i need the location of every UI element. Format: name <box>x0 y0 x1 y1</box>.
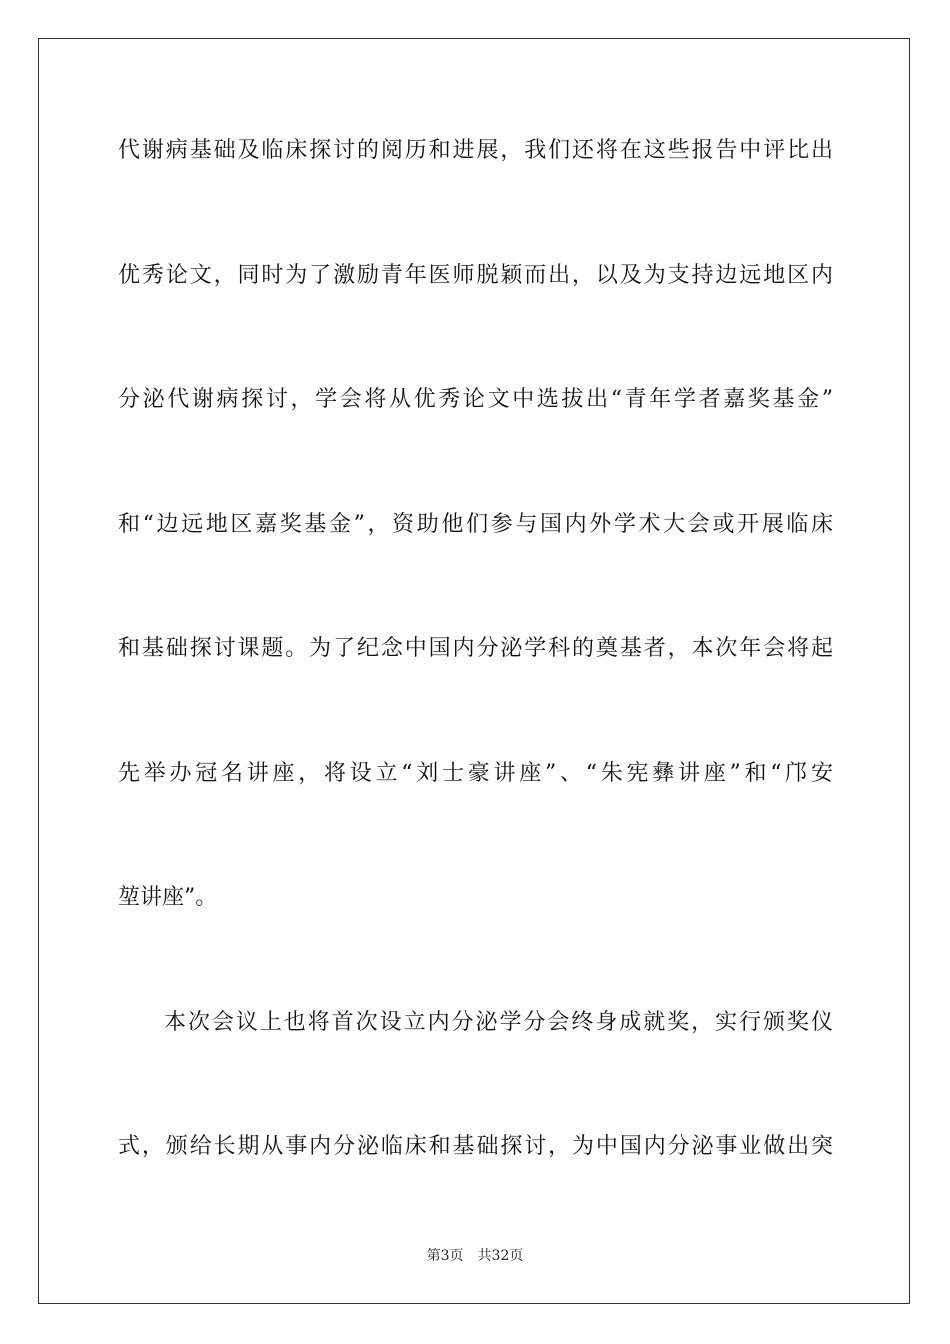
paragraph-line-9: 式，颁给长期从事内分泌临床和基础探讨，为中国内分泌事业做出突 <box>118 1134 833 1159</box>
paragraph-line-6: 先举办冠名讲座，将设立“刘士豪讲座”、“朱宪彝讲座”和“邝安 <box>118 761 833 786</box>
paragraph-line-7: 堃讲座”。 <box>118 885 218 910</box>
page-footer <box>0 1247 950 1265</box>
paragraph-line-1: 代谢病基础及临床探讨的阅历和进展，我们还将在这些报告中评比出 <box>118 138 833 163</box>
paragraph-line-4: 和“边远地区嘉奖基金”，资助他们参与国内外学术大会或开展临床 <box>118 512 833 537</box>
paragraph-line-8: 本次会议上也将首次设立内分泌学分会终身成就奖，实行颁奖仪 <box>164 1010 833 1035</box>
page-total: 共32页 <box>477 1248 524 1264</box>
paragraph-line-2: 优秀论文，同时为了激励青年医师脱颖而出，以及为支持边远地区内 <box>118 263 833 288</box>
page-number: 第3页 <box>426 1248 464 1264</box>
page-border <box>38 38 910 1304</box>
paragraph-line-3: 分泌代谢病探讨，学会将从优秀论文中选拔出“青年学者嘉奖基金” <box>118 387 833 412</box>
paragraph-line-5: 和基础探讨课题。为了纪念中国内分泌学科的奠基者，本次年会将起 <box>118 636 833 661</box>
